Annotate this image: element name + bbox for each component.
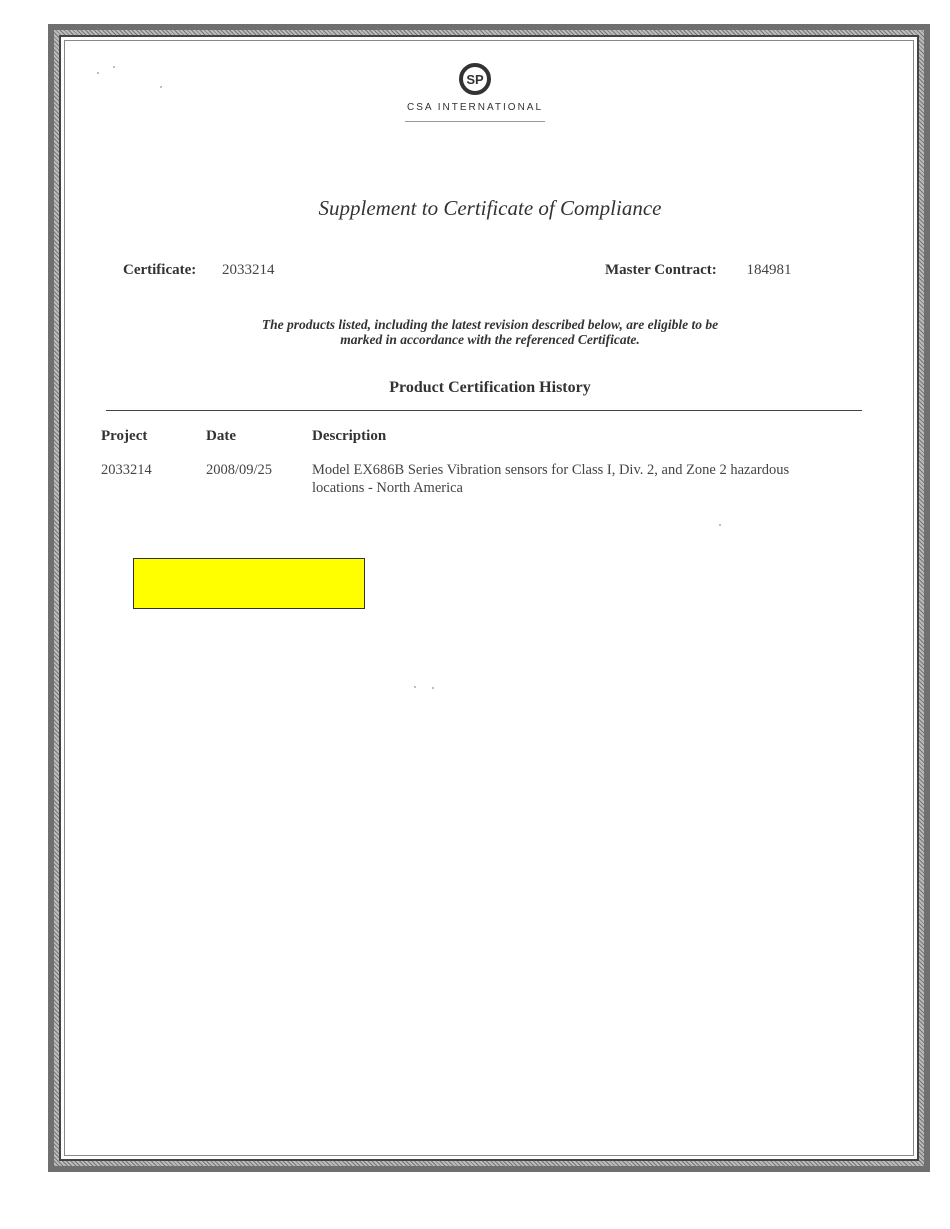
scan-speck <box>719 524 721 526</box>
master-contract-value: 184981 <box>746 262 792 278</box>
csa-logo-icon <box>458 62 492 96</box>
column-header-date: Date <box>206 428 236 444</box>
redaction-box <box>133 558 365 609</box>
history-title: Product Certification History <box>389 379 591 396</box>
scan-speck <box>97 72 99 74</box>
row-description <box>312 461 872 497</box>
scan-speck <box>432 687 434 689</box>
row-date: 2008/09/25 <box>206 462 273 478</box>
history-divider <box>106 410 862 411</box>
eligibility-statement <box>0 317 950 347</box>
scan-speck <box>113 66 115 68</box>
row-description-line-1: Model EX686B Series Vibration sensors for Class I, Div. 2, and Zone 2 hazardous <box>312 462 790 478</box>
column-header-description: Description <box>312 428 387 444</box>
master-contract-field <box>605 262 792 279</box>
csa-logo-text: CSA INTERNATIONAL <box>406 102 544 113</box>
csa-logo <box>0 62 950 122</box>
certificate-field <box>123 262 275 279</box>
master-contract-label: Master Contract: <box>605 262 717 278</box>
row-project: 2033214 <box>101 462 152 478</box>
document-title: Supplement to Certificate of Compliance <box>318 196 662 220</box>
logo-underline <box>405 121 545 122</box>
scan-speck <box>414 686 416 688</box>
row-description-line-2: locations - North America <box>312 480 463 496</box>
csa-logo-mark: SP <box>466 72 484 87</box>
eligibility-line-1: The products listed, including the latest revision described below, are eligible to be <box>261 317 719 332</box>
scan-speck <box>160 86 162 88</box>
eligibility-line-2: marked in accordance with the referenced Certificate. <box>340 332 640 347</box>
certificate-label: Certificate: <box>123 262 197 278</box>
certificate-value: 2033214 <box>222 262 275 278</box>
column-header-project: Project <box>101 428 148 444</box>
